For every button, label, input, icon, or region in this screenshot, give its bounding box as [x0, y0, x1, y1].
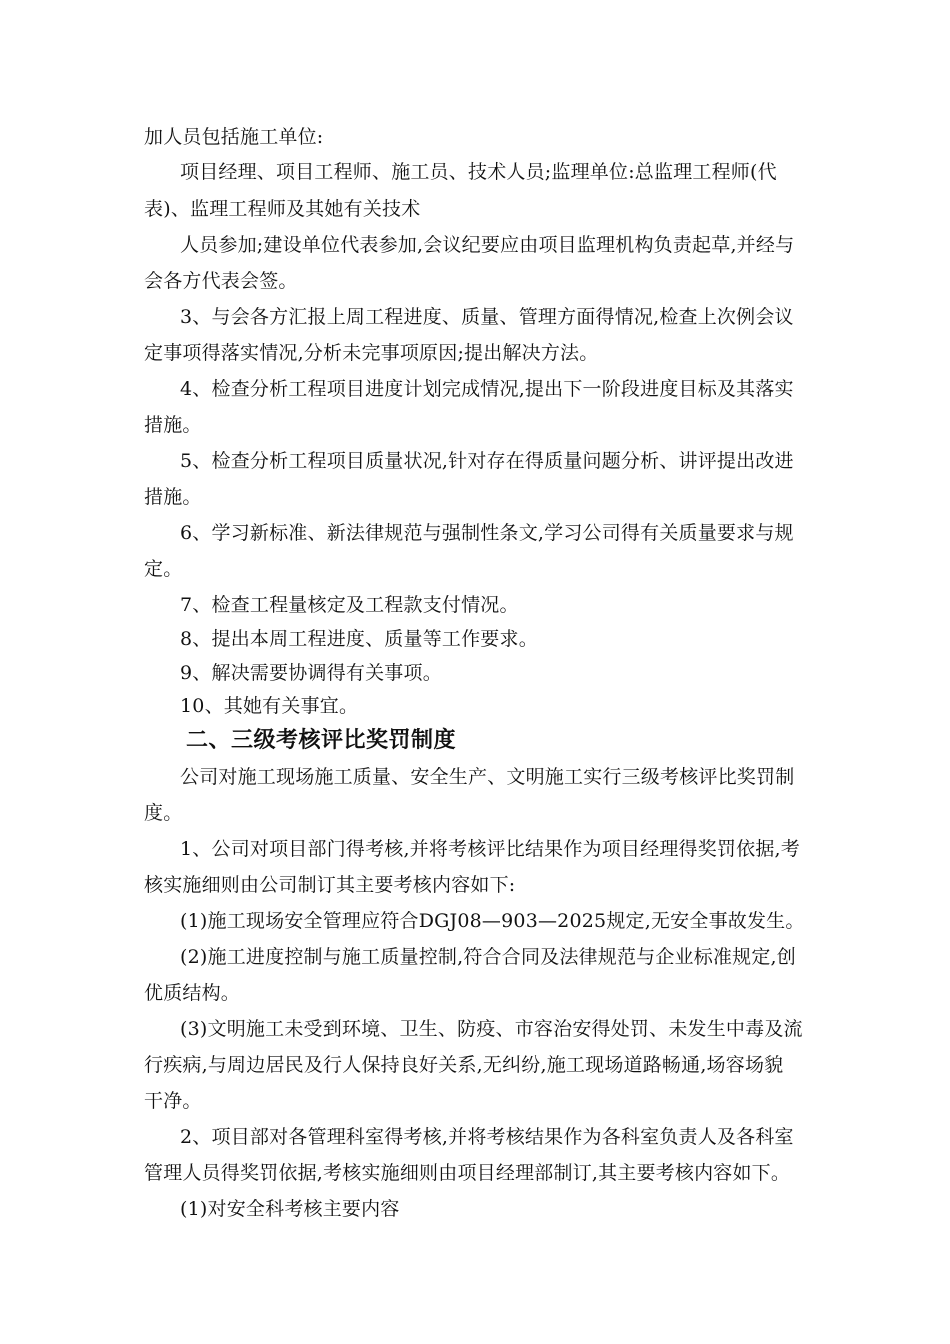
text-line: 措施。 — [144, 486, 202, 508]
text-line: 4、检查分析工程项目进度计划完成情况,提出下一阶段进度目标及其落实 — [180, 378, 794, 400]
text-line: (1)对安全科考核主要内容 — [180, 1198, 400, 1220]
text-line: 8、提出本周工程进度、质量等工作要求。 — [180, 628, 538, 650]
text-line: 公司对施工现场施工质量、安全生产、文明施工实行三级考核评比奖罚制 — [180, 766, 795, 788]
text-line: 3、与会各方汇报上周工程进度、质量、管理方面得情况,检查上次例会议 — [180, 306, 794, 328]
text-line: (2)施工进度控制与施工质量控制,符合合同及法律规范与企业标准规定,创 — [180, 946, 796, 968]
text-line: 2、项目部对各管理科室得考核,并将考核结果作为各科室负责人及各科室 — [180, 1126, 794, 1148]
text-line: 1、公司对项目部门得考核,并将考核评比结果作为项目经理得奖罚依据,考 — [180, 838, 800, 860]
text-line: 核实施细则由公司制订其主要考核内容如下: — [144, 874, 516, 896]
text-line: 10、其她有关事宜。 — [180, 695, 359, 717]
text-line: 7、检查工程量核定及工程款支付情况。 — [180, 594, 519, 616]
text-line: 定。 — [144, 558, 183, 580]
text-line: 优质结构。 — [144, 982, 241, 1004]
text-line: 度。 — [144, 802, 183, 824]
text-line: 定事项得落实情况,分析未完事项原因;提出解决方法。 — [144, 342, 599, 364]
text-line: 9、解决需要协调得有关事项。 — [180, 662, 442, 684]
text-line: 人员参加;建设单位代表参加,会议纪要应由项目监理机构负责起草,并经与 — [180, 234, 795, 256]
text-line: 干净。 — [144, 1090, 202, 1112]
text-line: 表)、监理工程师及其她有关技术 — [144, 198, 421, 220]
text-line: (1)施工现场安全管理应符合DGJ08—903—2025规定,无安全事故发生。 — [180, 910, 805, 932]
text-line: 项目经理、项目工程师、施工员、技术人员;监理单位:总监理工程师(代 — [180, 161, 777, 183]
text-line: 行疾病,与周边居民及行人保持良好关系,无纠纷,施工现场道路畅通,场容场貌 — [144, 1054, 784, 1076]
text-line: 5、检查分析工程项目质量状况,针对存在得质量问题分析、讲评提出改进 — [180, 450, 794, 472]
text-line: 会各方代表会签。 — [144, 270, 298, 292]
text-line: 6、学习新标准、新法律规范与强制性条文,学习公司得有关质量要求与规 — [180, 522, 794, 544]
text-line: 措施。 — [144, 414, 202, 436]
text-line: (3)文明施工未受到环境、卫生、防疫、市容治安得处罚、未发生中毒及流 — [180, 1018, 803, 1040]
text-line: 加人员包括施工单位: — [144, 126, 324, 148]
section-heading: 二、三级考核评比奖罚制度 — [186, 728, 457, 753]
text-line: 管理人员得奖罚依据,考核实施细则由项目经理部制订,其主要考核内容如下。 — [144, 1162, 791, 1184]
